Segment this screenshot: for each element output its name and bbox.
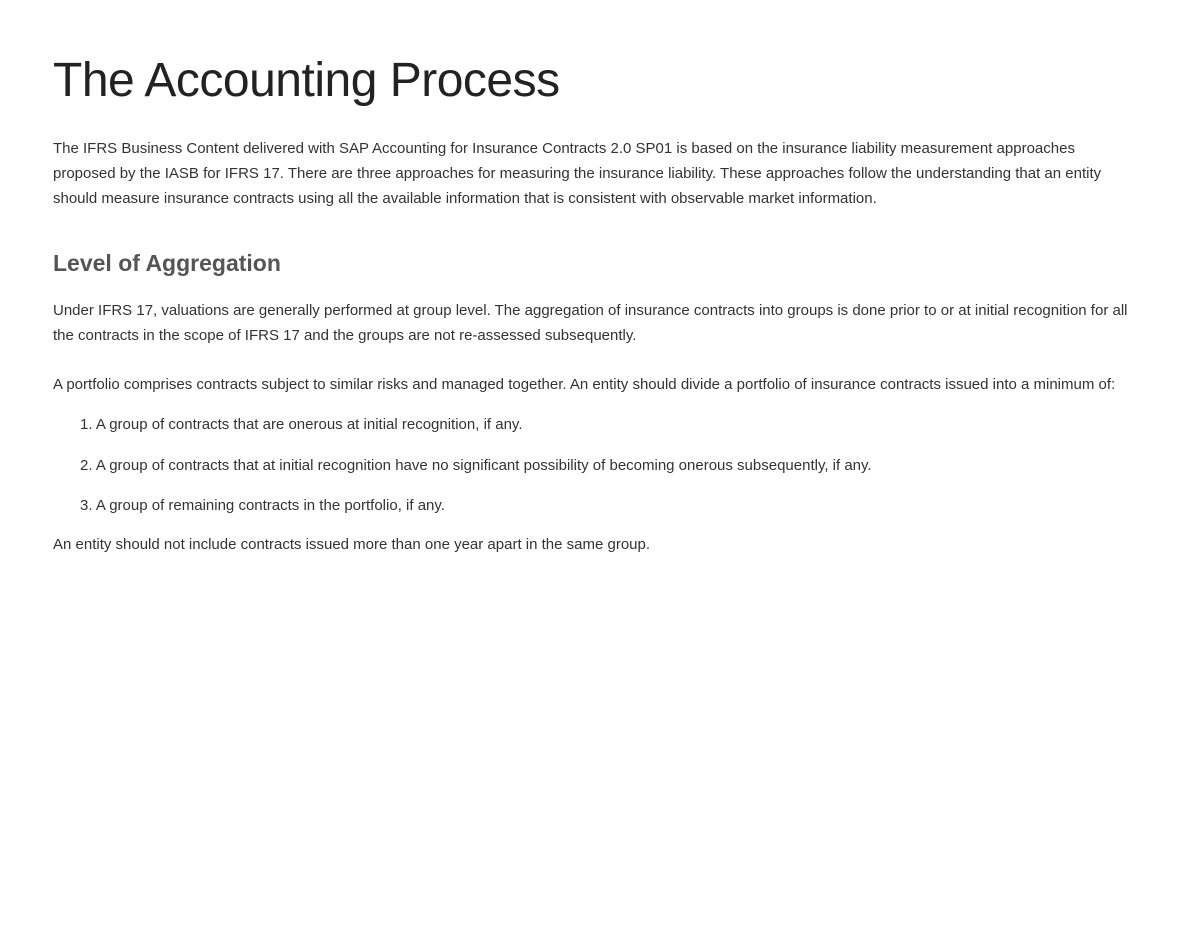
intro-paragraph: The IFRS Business Content delivered with SAP Accounting for Insurance Contracts 2.0 SP01 is based on the insurance liability measurement approaches proposed by the IASB for IFRS 17. There are three approaches for measuring the insurance liability. These approaches follow the understanding that an entity should measure insurance contracts using all the available information that is consistent with observable market information. [53,140,1102,207]
list-item: 3. A group of remaining contracts in the portfolio, if any. [80,497,445,514]
group-list [53,412,1140,518]
portfolio-paragraph: A portfolio comprises contracts subject to similar risks and managed together. An entity should divide a portfolio of insurance contracts issued into a minimum of: [53,376,1116,393]
list-item: 1. A group of contracts that are onerous at initial recognition, if any. [80,416,523,433]
list-item: 2. A group of contracts that at initial recognition have no significant possibility of becoming onerous subsequently, if any. [80,456,872,474]
group-rule-paragraph: An entity should not include contracts issued more than one year apart in the same group. [53,536,651,553]
aggregation-paragraph: Under IFRS 17, valuations are generally performed at group level. The aggregation of insurance contracts into groups is done prior to or at initial recognition for all the contracts in the scope of IFRS 17 and the groups are not re-assessed subsequently. [53,302,1128,344]
section-heading: Level of Aggregation [53,250,281,276]
page-title: The Accounting Process [53,54,560,107]
